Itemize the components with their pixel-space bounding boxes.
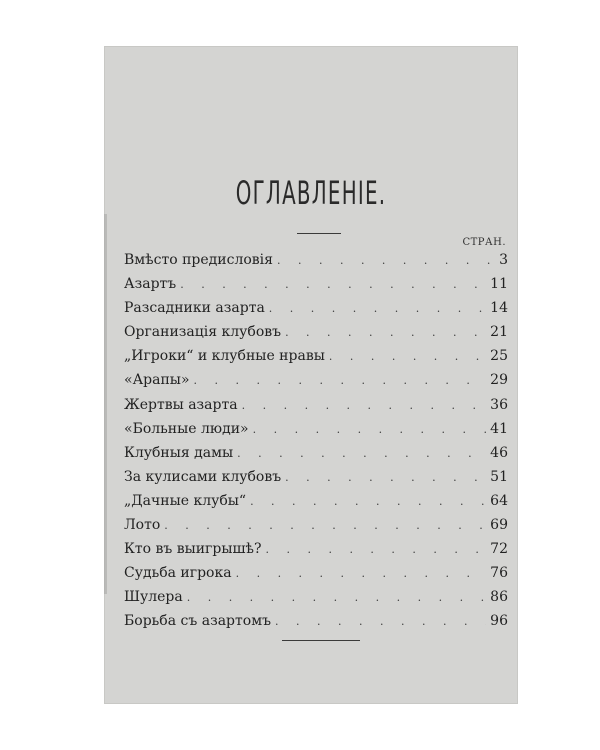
toc-entry [124, 276, 508, 300]
toc-entry-title: «Больные люди» [124, 420, 249, 437]
toc-entry-title: Шулера [124, 589, 183, 606]
toc-entry-title: „Дачные клубы“ [124, 492, 247, 509]
toc-entry-title: За кулисами клубовъ [124, 468, 282, 485]
toc-entry-title: Судьба игрока [124, 565, 232, 582]
dot-leader [164, 519, 486, 532]
dot-leader [285, 471, 486, 484]
toc-entry-page: 3 [499, 252, 508, 268]
title-divider [297, 233, 341, 234]
toc-entry-page: 76 [490, 565, 508, 582]
dot-leader [285, 326, 486, 339]
page-column-label: СТРАН. [462, 237, 506, 248]
toc-entry [124, 541, 508, 565]
toc-entry-title: Клубныя дамы [124, 444, 234, 461]
dot-leader [180, 278, 486, 291]
dot-leader [250, 495, 486, 508]
dot-leader [329, 350, 486, 363]
toc-entry-title: „Игроки“ и клубные нравы [124, 348, 325, 365]
toc-entry [124, 613, 508, 637]
toc-entry [124, 421, 508, 445]
toc-entry-page: 11 [490, 276, 508, 293]
dot-leader [236, 567, 487, 580]
toc-entry [124, 469, 508, 493]
toc-entry [124, 372, 508, 396]
toc-entry-page: 21 [490, 324, 508, 341]
toc-entry-page: 41 [490, 420, 508, 437]
dot-leader [187, 591, 486, 604]
toc-entry-page: 86 [490, 589, 508, 606]
toc-entry-page: 51 [490, 468, 508, 485]
toc-entry [124, 252, 508, 276]
toc-entry-title: Организація клубовъ [124, 324, 282, 341]
toc-entry-title: Лото [124, 517, 161, 534]
closing-divider [282, 640, 360, 641]
dot-leader [277, 254, 495, 267]
toc-entry [124, 565, 508, 589]
toc-entry [124, 589, 508, 613]
toc-entry-title: Вмѣсто предисловія [124, 252, 273, 268]
dot-leader [237, 447, 486, 460]
toc-entry [124, 493, 508, 517]
toc-entry-page: 36 [490, 396, 508, 413]
toc-entry [124, 517, 508, 541]
page-title: ОГЛАВЛЕНІЕ. [235, 174, 387, 212]
toc-entry-page: 72 [490, 541, 508, 558]
toc-entry-title: Кто въ выигрышѣ? [124, 541, 262, 558]
dot-leader [275, 615, 486, 628]
toc-entry-page: 96 [490, 613, 508, 630]
toc-entry-page: 25 [490, 348, 508, 365]
dot-leader [194, 374, 487, 387]
toc-entry [124, 445, 508, 469]
dot-leader [253, 423, 487, 436]
toc-entry [124, 300, 508, 324]
toc-entry-title: Жертвы азарта [124, 396, 238, 413]
toc-entry [124, 348, 508, 372]
toc-entry-title: «Арапы» [124, 372, 190, 389]
toc-entry-page: 29 [490, 372, 508, 389]
toc-entry-page: 14 [490, 300, 508, 317]
dot-leader [269, 302, 486, 315]
toc-entry-page: 46 [490, 444, 508, 461]
book-page [104, 46, 518, 704]
toc-entry-page: 69 [490, 517, 508, 534]
toc-entry [124, 397, 508, 421]
toc-entry-title: Борьба съ азартомъ [124, 613, 271, 630]
toc-entry-title: Разсадники азарта [124, 300, 265, 317]
toc-entry-page: 64 [490, 492, 508, 509]
table-of-contents [124, 252, 508, 638]
dot-leader [265, 543, 486, 556]
toc-entry-title: Азартъ [124, 276, 177, 293]
dot-leader [242, 399, 487, 412]
toc-entry [124, 324, 508, 348]
